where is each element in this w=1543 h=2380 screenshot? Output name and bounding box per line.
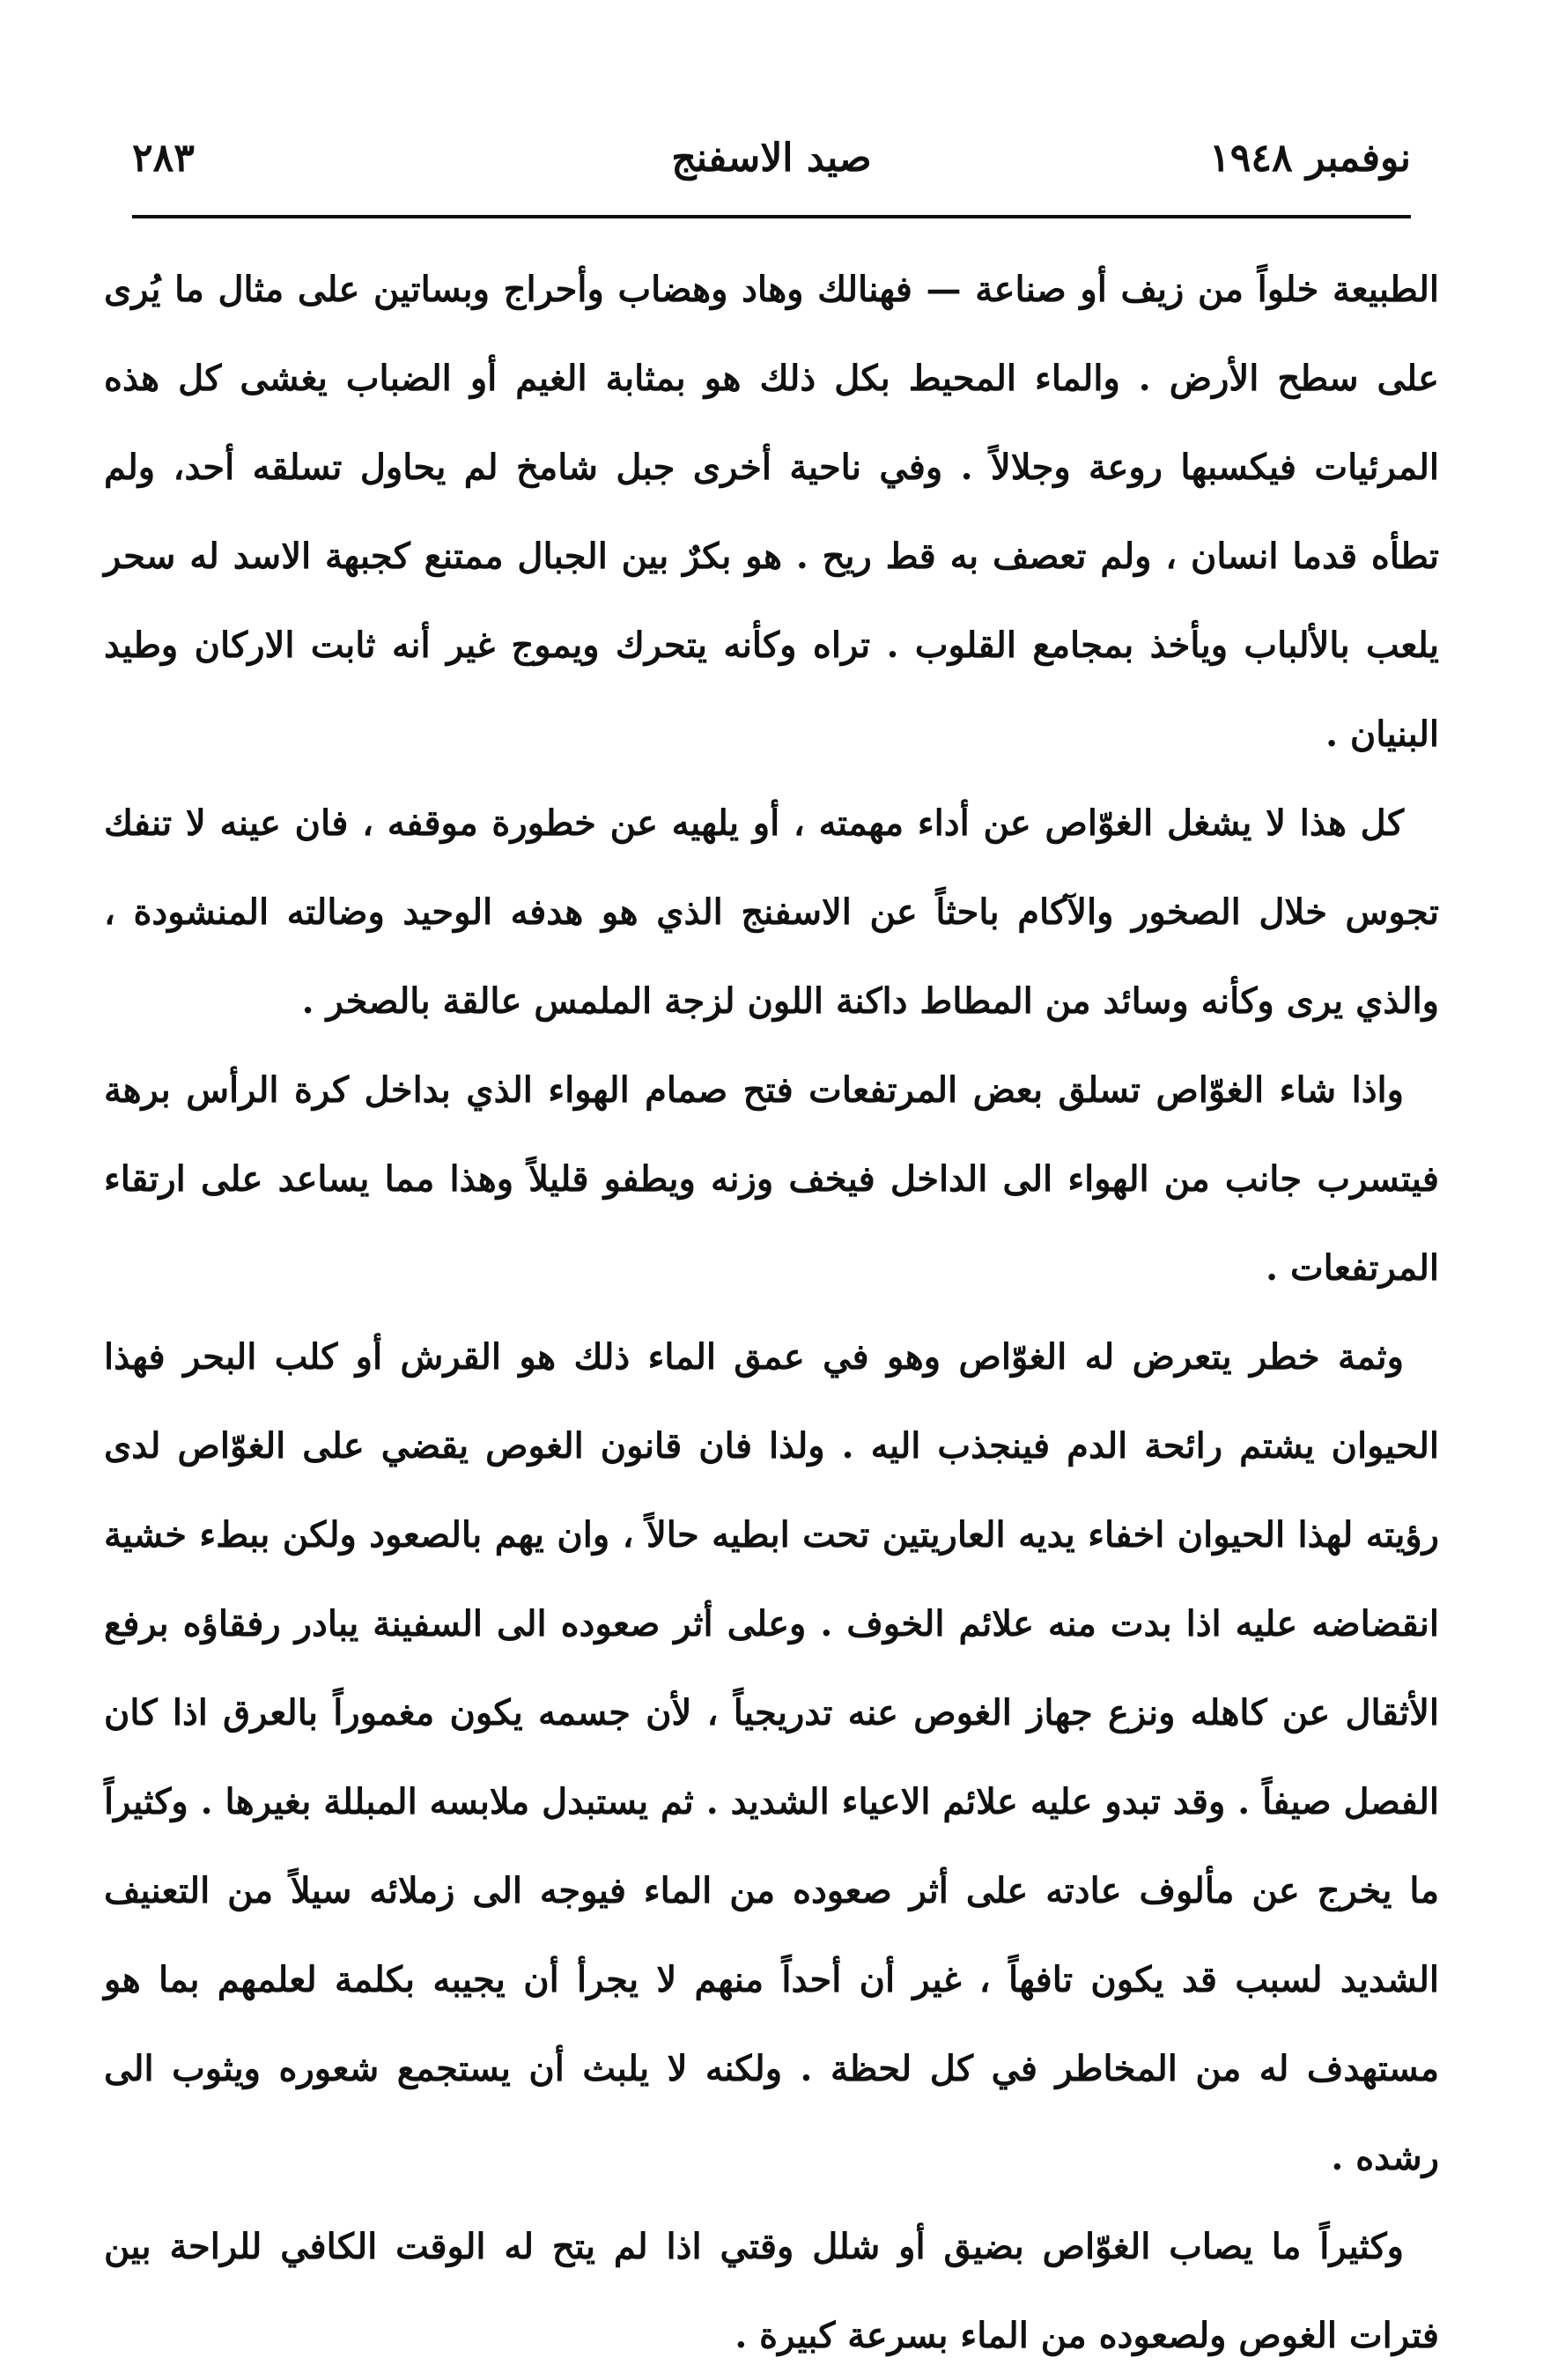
paragraph: وكثيراً ما يصاب الغوّاص بضيق أو شلل وقتي اذا لم يتح له الوقت الكافي للراحة بين فترات الغوص ولصعوده من الماء بسرعة كبيرة .: [104, 2226, 1439, 2356]
header-date: نوفمبر ١٩٤٨: [1209, 136, 1411, 181]
article-body: [104, 245, 1439, 2380]
paragraph: واذا شاء الغوّاص تسلق بعض المرتفعات فتح صمام الهواء الذي بداخل كرة الرأس برهة فيتسرب جانب من الهواء الى الداخل فيخف وزنه ويطفو قليلاً وهذا مما يساعد على ارتقاء المرتفعات .: [104, 1069, 1439, 1289]
page-number: ٢٨٣: [132, 136, 195, 181]
header-title: صيد الاسفنج: [671, 136, 872, 181]
paragraph: وثمة خطر يتعرض له الغوّاص وهو في عمق الماء ذلك هو القرش أو كلب البحر فهذا الحيوان يشتم رائحة الدم فينجذب اليه . ولذا فان قانون الغوص يقضي على الغوّاص لدى رؤيته لهذا الحيوان اخفاء يديه العاريتين تحت ابطيه حالاً ، وان يهم بالصعود ولكن ببطء خشية انقضاضه عليه اذا بدت منه علائم الخوف . وعلى أثر صعوده الى السفينة يبادر رفقاؤه برفع الأثقال عن كاهله ونزع جهاز الغوص عنه تدريجياً ، لأن جسمه يكون مغموراً بالعرق اذا كان الفصل صيفاً . وقد تبدو عليه علائم الاعياء الشديد . ثم يستبدل ملابسه المبللة بغيرها . وكثيراً ما يخرج عن مألوف عادته على أثر صعوده من الماء فيوجه الى زملائه سيلاً من التعنيف الشديد لسبب قد يكون تافهاً ، غير أن أحداً منهم لا يجرأ أن يجيبه بكلمة لعلمهم بما هو مستهدف له من المخاطر في كل لحظة . ولكنه لا يلبث أن يستجمع شعوره ويثوب الى رشده .: [104, 1336, 1439, 2178]
page-header: [132, 123, 1411, 194]
header-rule: [132, 215, 1411, 218]
paragraph: كل هذا لا يشغل الغوّاص عن أداء مهمته ، أو يلهيه عن خطورة موقفه ، فان عينه لا تنفك تجوس خلال الصخور والآكام باحثاً عن الاسفنج الذي هو هدفه الوحيد وضالته المنشودة ، والذي يرى وكأنه وسائد من المطاط داكنة اللون لزجة الملمس عالقة بالصخر .: [104, 802, 1439, 1022]
paragraph: الطبيعة خلواً من زيف أو صناعة — فهنالك وهاد وهضاب وأحراج وبساتين على مثال ما يُرى على سطح الأرض . والماء المحيط بكل ذلك هو بمثابة الغيم أو الضباب يغشى كل هذه المرئيات فيكسبها روعة وجلالاً . وفي ناحية أخرى جبل شامخ لم يحاول تسلقه أحد، ولم تطأه قدما انسان ، ولم تعصف به قط ريح . هو بكرٌ بين الجبال ممتنع كجبهة الاسد له سحر يلعب بالألباب ويأخذ بمجامع القلوب . تراه وكأنه يتحرك ويموج غير أنه ثابت الاركان وطيد البنيان .: [104, 269, 1440, 755]
